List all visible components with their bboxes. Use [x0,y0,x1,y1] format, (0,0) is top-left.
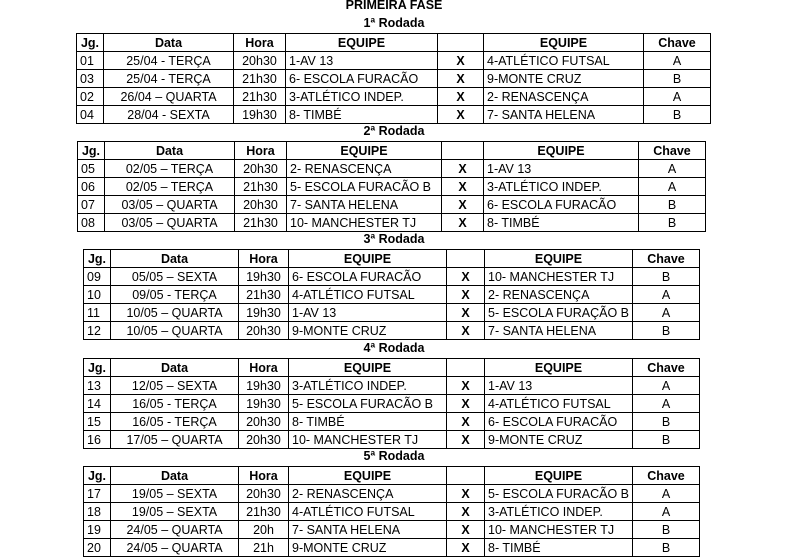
table-header-row [77,34,711,52]
group-key: A [633,286,700,304]
versus-mark: X [442,214,484,232]
game-number: 13 [84,377,111,395]
header-jg: Jg. [84,467,111,485]
game-time: 21h [239,539,289,557]
home-team: 3-ATLÉTICO INDEP. [286,88,438,106]
group-key: B [639,196,706,214]
game-number: 18 [84,503,111,521]
round-title-3: 3ª Rodada [363,232,425,246]
versus-mark: X [442,196,484,214]
versus-mark: X [447,413,485,431]
header-data: Data [111,467,239,485]
table-row [84,413,700,431]
home-team: 9-MONTE CRUZ [289,539,447,557]
header-hora: Hora [239,467,289,485]
round-title-5: 5ª Rodada [363,449,425,463]
away-team: 5- ESCOLA FURACÃO B [485,485,633,503]
away-team: 1-AV 13 [484,160,639,178]
game-number: 09 [84,268,111,286]
group-key: B [633,413,700,431]
header-equipe: EQUIPE [289,467,447,485]
game-time: 21h30 [239,286,289,304]
group-key: B [644,70,711,88]
table-row [84,304,700,322]
game-number: 16 [84,431,111,449]
home-team: 10- MANCHESTER TJ [287,214,442,232]
game-date: 12/05 – SEXTA [111,377,239,395]
header-hora: Hora [235,142,287,160]
group-key: B [633,322,700,340]
game-number: 01 [77,52,104,70]
game-date: 25/04 - TERÇA [104,70,234,88]
home-team: 6- ESCOLA FURACÃO [286,70,438,88]
header-equipe-2: EQUIPE [484,34,644,52]
game-time: 20h30 [239,413,289,431]
phase-title: PRIMEIRA FASE [345,0,443,12]
header-chave: Chave [639,142,706,160]
group-key: A [633,377,700,395]
table-header-row [84,359,700,377]
header-chave: Chave [633,359,700,377]
table-row [84,539,700,557]
game-date: 25/04 - TERÇA [104,52,234,70]
header-equipe: EQUIPE [286,34,438,52]
header-hora: Hora [234,34,286,52]
away-team: 8- TIMBÉ [485,539,633,557]
versus-mark: X [447,539,485,557]
home-team: 9-MONTE CRUZ [289,322,447,340]
header-equipe: EQUIPE [289,250,447,268]
header-chave: Chave [633,250,700,268]
game-number: 06 [78,178,105,196]
table-row [77,52,711,70]
header-vs [447,250,485,268]
game-time: 19h30 [239,304,289,322]
group-key: B [633,268,700,286]
game-number: 03 [77,70,104,88]
group-key: A [633,304,700,322]
round-title-4: 4ª Rodada [363,341,425,355]
table-row [84,395,700,413]
table-row [78,178,706,196]
away-team: 10- MANCHESTER TJ [485,268,633,286]
versus-mark: X [447,485,485,503]
group-key: A [644,88,711,106]
away-team: 8- TIMBÉ [484,214,639,232]
round-title-1: 1ª Rodada [363,16,425,30]
game-date: 17/05 – QUARTA [111,431,239,449]
away-team: 2- RENASCENÇA [484,88,644,106]
game-time: 19h30 [239,395,289,413]
group-key: A [633,503,700,521]
table-row [84,503,700,521]
home-team: 2- RENASCENÇA [289,485,447,503]
header-vs [447,467,485,485]
game-time: 20h30 [239,431,289,449]
game-time: 21h30 [235,214,287,232]
table-row [84,377,700,395]
game-time: 20h30 [239,322,289,340]
group-key: B [644,106,711,124]
group-key: A [633,395,700,413]
home-team: 6- ESCOLA FURACÃO [289,268,447,286]
game-number: 12 [84,322,111,340]
table-row [78,196,706,214]
game-date: 02/05 – TERÇA [105,160,235,178]
away-team: 9-MONTE CRUZ [485,431,633,449]
game-date: 05/05 – SEXTA [111,268,239,286]
header-vs [442,142,484,160]
game-date: 19/05 – SEXTA [111,485,239,503]
game-time: 19h30 [234,106,286,124]
game-date: 03/05 – QUARTA [105,196,235,214]
table-row [84,322,700,340]
group-key: B [633,431,700,449]
home-team: 1-AV 13 [289,304,447,322]
header-equipe: EQUIPE [287,142,442,160]
round-1-table [76,33,711,124]
table-row [84,268,700,286]
game-time: 20h30 [234,52,286,70]
game-date: 19/05 – SEXTA [111,503,239,521]
header-hora: Hora [239,359,289,377]
versus-mark: X [447,521,485,539]
game-date: 10/05 – QUARTA [111,304,239,322]
versus-mark: X [447,268,485,286]
game-time: 19h30 [239,268,289,286]
game-date: 24/05 – QUARTA [111,521,239,539]
away-team: 2- RENASCENÇA [485,286,633,304]
away-team: 4-ATLÉTICO FUTSAL [485,395,633,413]
game-number: 02 [77,88,104,106]
home-team: 7- SANTA HELENA [287,196,442,214]
header-vs [447,359,485,377]
header-chave: Chave [644,34,711,52]
away-team: 7- SANTA HELENA [484,106,644,124]
game-time: 21h30 [234,70,286,88]
group-key: A [639,160,706,178]
round-5-table [83,466,700,557]
home-team: 5- ESCOLA FURACÃO B [287,178,442,196]
home-team: 4-ATLÉTICO FUTSAL [289,286,447,304]
versus-mark: X [447,503,485,521]
home-team: 5- ESCOLA FURACÃO B [289,395,447,413]
game-number: 20 [84,539,111,557]
round-4-table [83,358,700,449]
away-team: 3-ATLÉTICO INDEP. [484,178,639,196]
game-time: 20h30 [235,160,287,178]
round-title-2: 2ª Rodada [363,124,425,138]
game-number: 10 [84,286,111,304]
versus-mark: X [447,377,485,395]
game-date: 28/04 - SEXTA [104,106,234,124]
game-number: 04 [77,106,104,124]
group-key: A [644,52,711,70]
versus-mark: X [447,286,485,304]
group-key: A [639,178,706,196]
away-team: 1-AV 13 [485,377,633,395]
home-team: 3-ATLÉTICO INDEP. [289,377,447,395]
header-data: Data [105,142,235,160]
game-time: 20h [239,521,289,539]
away-team: 9-MONTE CRUZ [484,70,644,88]
versus-mark: X [438,88,484,106]
game-time: 20h30 [239,485,289,503]
table-row [78,160,706,178]
game-number: 17 [84,485,111,503]
away-team: 3-ATLÉTICO INDEP. [485,503,633,521]
table-header-row [84,467,700,485]
versus-mark: X [438,106,484,124]
table-row [77,88,711,106]
versus-mark: X [447,322,485,340]
away-team: 5- ESCOLA FURAÇÃO B [485,304,633,322]
away-team: 6- ESCOLA FURACÃO [485,413,633,431]
group-key: A [633,485,700,503]
table-row [77,106,711,124]
table-header-row [84,250,700,268]
header-equipe-2: EQUIPE [485,467,633,485]
game-date: 16/05 - TERÇA [111,413,239,431]
header-equipe: EQUIPE [289,359,447,377]
game-time: 21h30 [234,88,286,106]
table-row [84,431,700,449]
versus-mark: X [438,52,484,70]
header-equipe-2: EQUIPE [485,250,633,268]
versus-mark: X [442,160,484,178]
game-number: 19 [84,521,111,539]
away-team: 6- ESCOLA FURACÃO [484,196,639,214]
header-data: Data [111,250,239,268]
game-number: 15 [84,413,111,431]
header-equipe-2: EQUIPE [485,359,633,377]
game-number: 11 [84,304,111,322]
game-time: 21h30 [239,503,289,521]
game-number: 05 [78,160,105,178]
away-team: 7- SANTA HELENA [485,322,633,340]
home-team: 8- TIMBÉ [286,106,438,124]
versus-mark: X [447,431,485,449]
group-key: B [633,539,700,557]
away-team: 4-ATLÉTICO FUTSAL [484,52,644,70]
game-time: 21h30 [235,178,287,196]
game-date: 10/05 – QUARTA [111,322,239,340]
table-row [84,286,700,304]
header-jg: Jg. [78,142,105,160]
header-jg: Jg. [77,34,104,52]
game-time: 19h30 [239,377,289,395]
round-2-table [77,141,706,232]
group-key: B [639,214,706,232]
versus-mark: X [442,178,484,196]
table-row [84,521,700,539]
game-date: 16/05 - TERÇA [111,395,239,413]
home-team: 7- SANTA HELENA [289,521,447,539]
versus-mark: X [447,304,485,322]
header-chave: Chave [633,467,700,485]
header-vs [438,34,484,52]
game-date: 02/05 – TERÇA [105,178,235,196]
table-row [77,70,711,88]
away-team: 10- MANCHESTER TJ [485,521,633,539]
game-number: 08 [78,214,105,232]
game-date: 09/05 - TERÇA [111,286,239,304]
game-number: 07 [78,196,105,214]
game-date: 24/05 – QUARTA [111,539,239,557]
header-jg: Jg. [84,359,111,377]
home-team: 2- RENASCENÇA [287,160,442,178]
versus-mark: X [447,395,485,413]
game-date: 03/05 – QUARTA [105,214,235,232]
header-equipe-2: EQUIPE [484,142,639,160]
versus-mark: X [438,70,484,88]
round-3-table [83,249,700,340]
game-date: 26/04 – QUARTA [104,88,234,106]
table-row [78,214,706,232]
header-data: Data [111,359,239,377]
home-team: 8- TIMBÉ [289,413,447,431]
game-number: 14 [84,395,111,413]
table-header-row [78,142,706,160]
header-data: Data [104,34,234,52]
home-team: 10- MANCHESTER TJ [289,431,447,449]
header-hora: Hora [239,250,289,268]
table-row [84,485,700,503]
game-time: 20h30 [235,196,287,214]
group-key: B [633,521,700,539]
home-team: 1-AV 13 [286,52,438,70]
home-team: 4-ATLÉTICO FUTSAL [289,503,447,521]
header-jg: Jg. [84,250,111,268]
